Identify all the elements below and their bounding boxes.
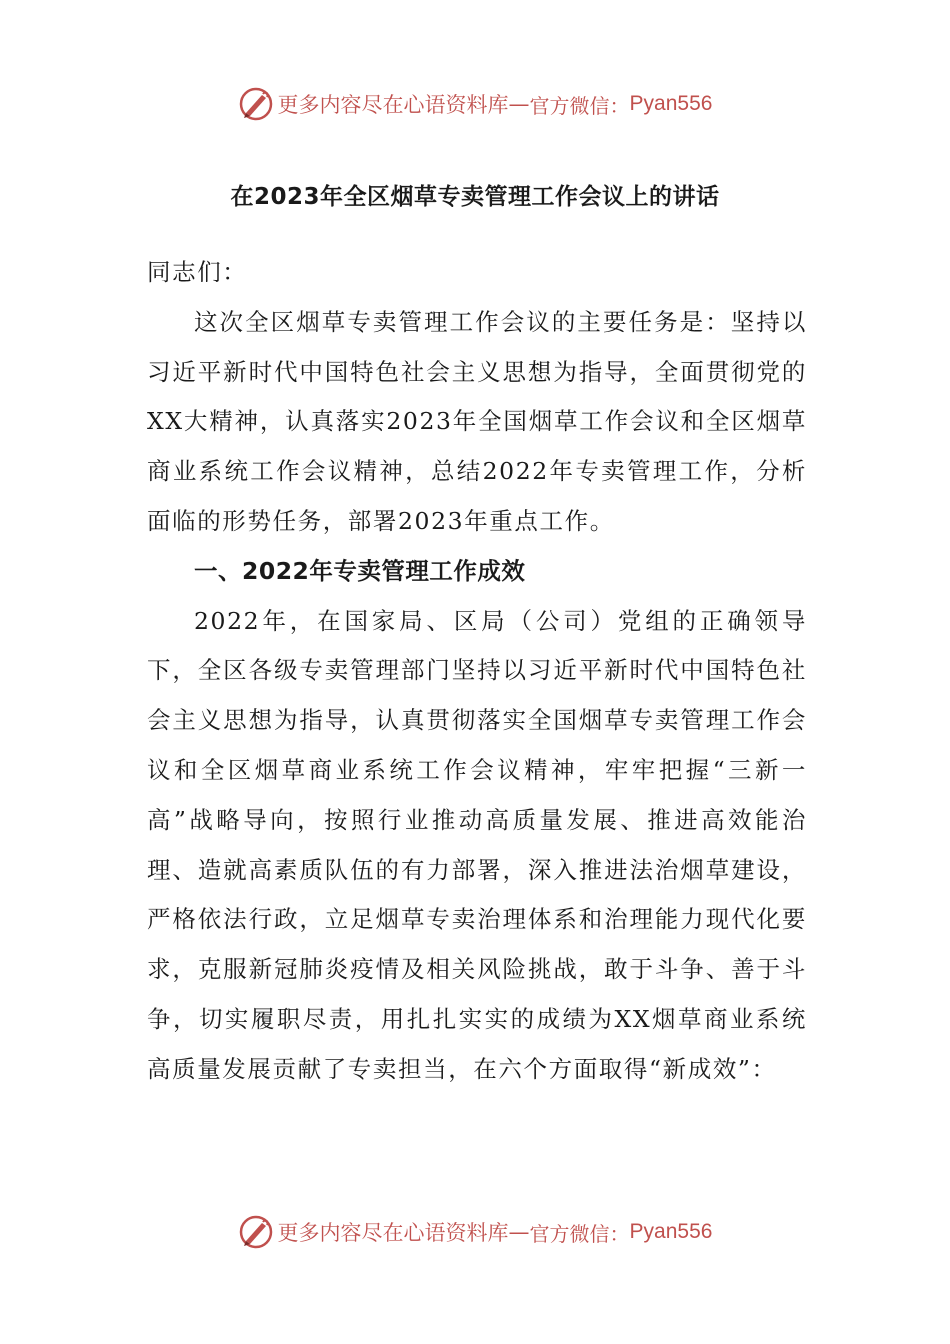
banner-separator: — [508, 92, 530, 116]
intro-paragraph: 这次全区烟草专卖管理工作会议的主要任务是：坚持以习近平新时代中国特色社会主义思想为指导，全面贯彻党的XX大精神，认真落实2023年全国烟草工作会议和全区烟草商业系统工作会议精神，总结2022年专卖管理工作，分析面临的形势任务，部署2023年重点工作。 [147, 307, 807, 535]
section-heading: 一、2022年专卖管理工作成效 [194, 556, 526, 585]
footer-banner [0, 1210, 950, 1254]
document-body [147, 248, 807, 1095]
banner-slogan: 更多内容尽在心语资料库 [277, 1221, 509, 1245]
banner-wechat-id: Pyan556 [629, 92, 713, 115]
page-title: 在2023年全区烟草专卖管理工作会议上的讲话 [230, 184, 720, 210]
banner-wechat-id: Pyan556 [629, 1220, 713, 1243]
salutation: 同志们： [147, 258, 248, 286]
banner-slogan: 更多内容尽在心语资料库 [277, 93, 509, 117]
banner-wechat-label: 官方微信： [529, 93, 630, 118]
banner-wechat-label: 官方微信： [529, 1221, 630, 1246]
section-paragraph: 2022年，在国家局、区局（公司）党组的正确领导下，全区各级专卖管理部门坚持以习近平新时代中国特色社会主义思想为指导，认真贯彻落实全国烟草专卖管理工作会议和全区烟草商业系统工作会议精神，牢牢把握“三新一高”战略导向，按照行业推动高质量发展、推进高效能治理、造就高素质队伍的有力部署，深入推进法治烟草建设，严格依法行政，立足烟草专卖治理体系和治理能力现代化要求，克服新冠肺炎疫情及相关风险挑战，敢于斗争、善于斗争，切实履职尽责，用扎扎实实的成绩为XX烟草商业系统高质量发展贡献了专卖担当，在六个方面取得“新成效”： [147, 606, 807, 1083]
pen-logo-icon [238, 1214, 274, 1250]
pen-logo-icon [238, 86, 274, 122]
banner-separator: — [508, 1220, 530, 1244]
header-banner [0, 82, 950, 126]
